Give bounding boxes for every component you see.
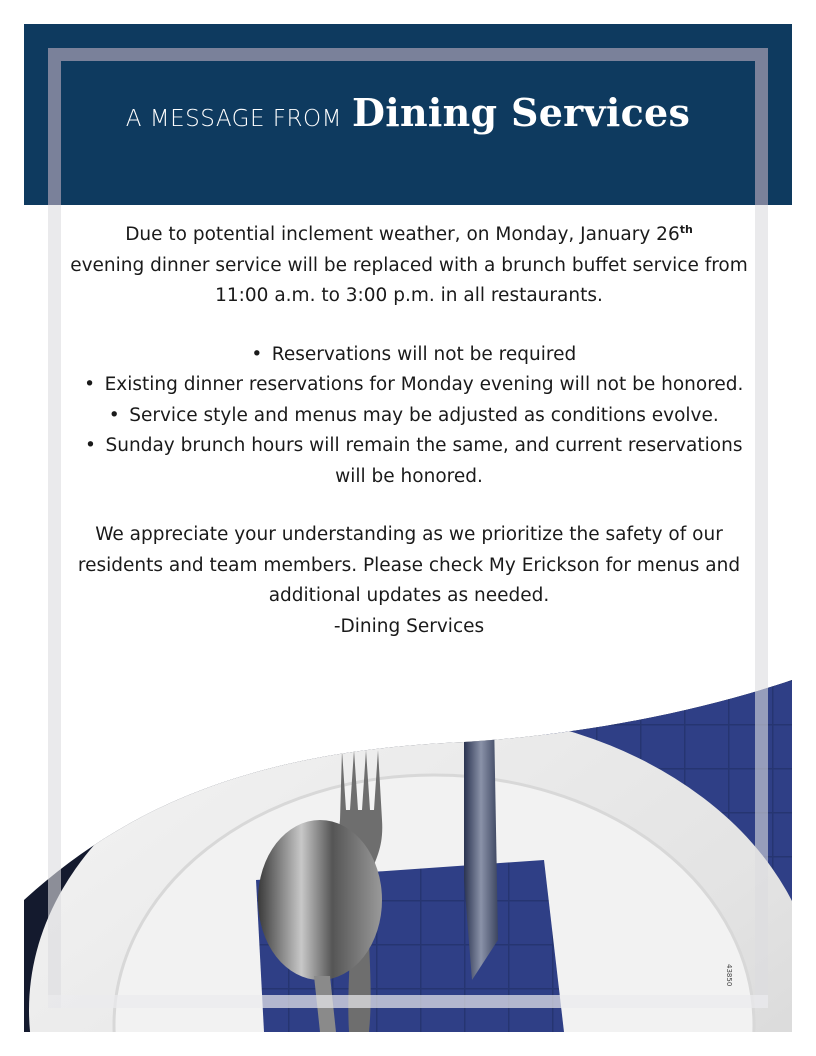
date-ordinal-suffix: th <box>679 222 693 236</box>
frame-border-right <box>755 205 768 1008</box>
page-title <box>0 90 816 135</box>
title-main: Dining Services <box>351 90 691 135</box>
bullet-item <box>64 431 754 492</box>
notice-bullet-list <box>64 340 754 493</box>
bullet-item <box>64 340 754 371</box>
document-code: 43850 <box>725 964 733 987</box>
frame-border-top <box>48 48 768 61</box>
intro-text-part1: Due to potential inclement weather, on Monday, January 26 <box>125 224 680 245</box>
bullet-text: Sunday brunch hours will remain the same, and current reservations will be honored. <box>105 435 743 487</box>
bullet-icon: • <box>84 374 96 395</box>
closing-paragraph <box>64 520 754 642</box>
bullet-icon: • <box>108 404 120 426</box>
title-prefix: A MESSAGE FROM <box>125 106 342 132</box>
bullet-icon: • <box>251 343 263 365</box>
bullet-item <box>64 370 754 401</box>
frame-border-bottom <box>48 995 768 1008</box>
bullet-text: Existing dinner reservations for Monday evening will not be honored. <box>104 374 744 395</box>
message-body <box>64 220 754 642</box>
signature: -Dining Services <box>333 615 485 637</box>
bullet-text: Reservations will not be required <box>271 343 577 365</box>
intro-text-part2: evening dinner service will be replaced with a brunch buffet service from 11:00 a.m. to 3:00 p.m. in all restaurants. <box>70 254 748 306</box>
bullet-item <box>64 401 754 432</box>
bullet-icon: • <box>85 435 96 456</box>
table-setting-image <box>24 680 792 1032</box>
bullet-text: Service style and menus may be adjusted as conditions evolve. <box>129 404 719 426</box>
closing-text: We appreciate your understanding as we prioritize the safety of our residents and team members. Please check My Erickson for menus and additional updates as needed. <box>77 524 741 606</box>
frame-border-left <box>48 205 61 1008</box>
intro-paragraph <box>64 220 754 312</box>
